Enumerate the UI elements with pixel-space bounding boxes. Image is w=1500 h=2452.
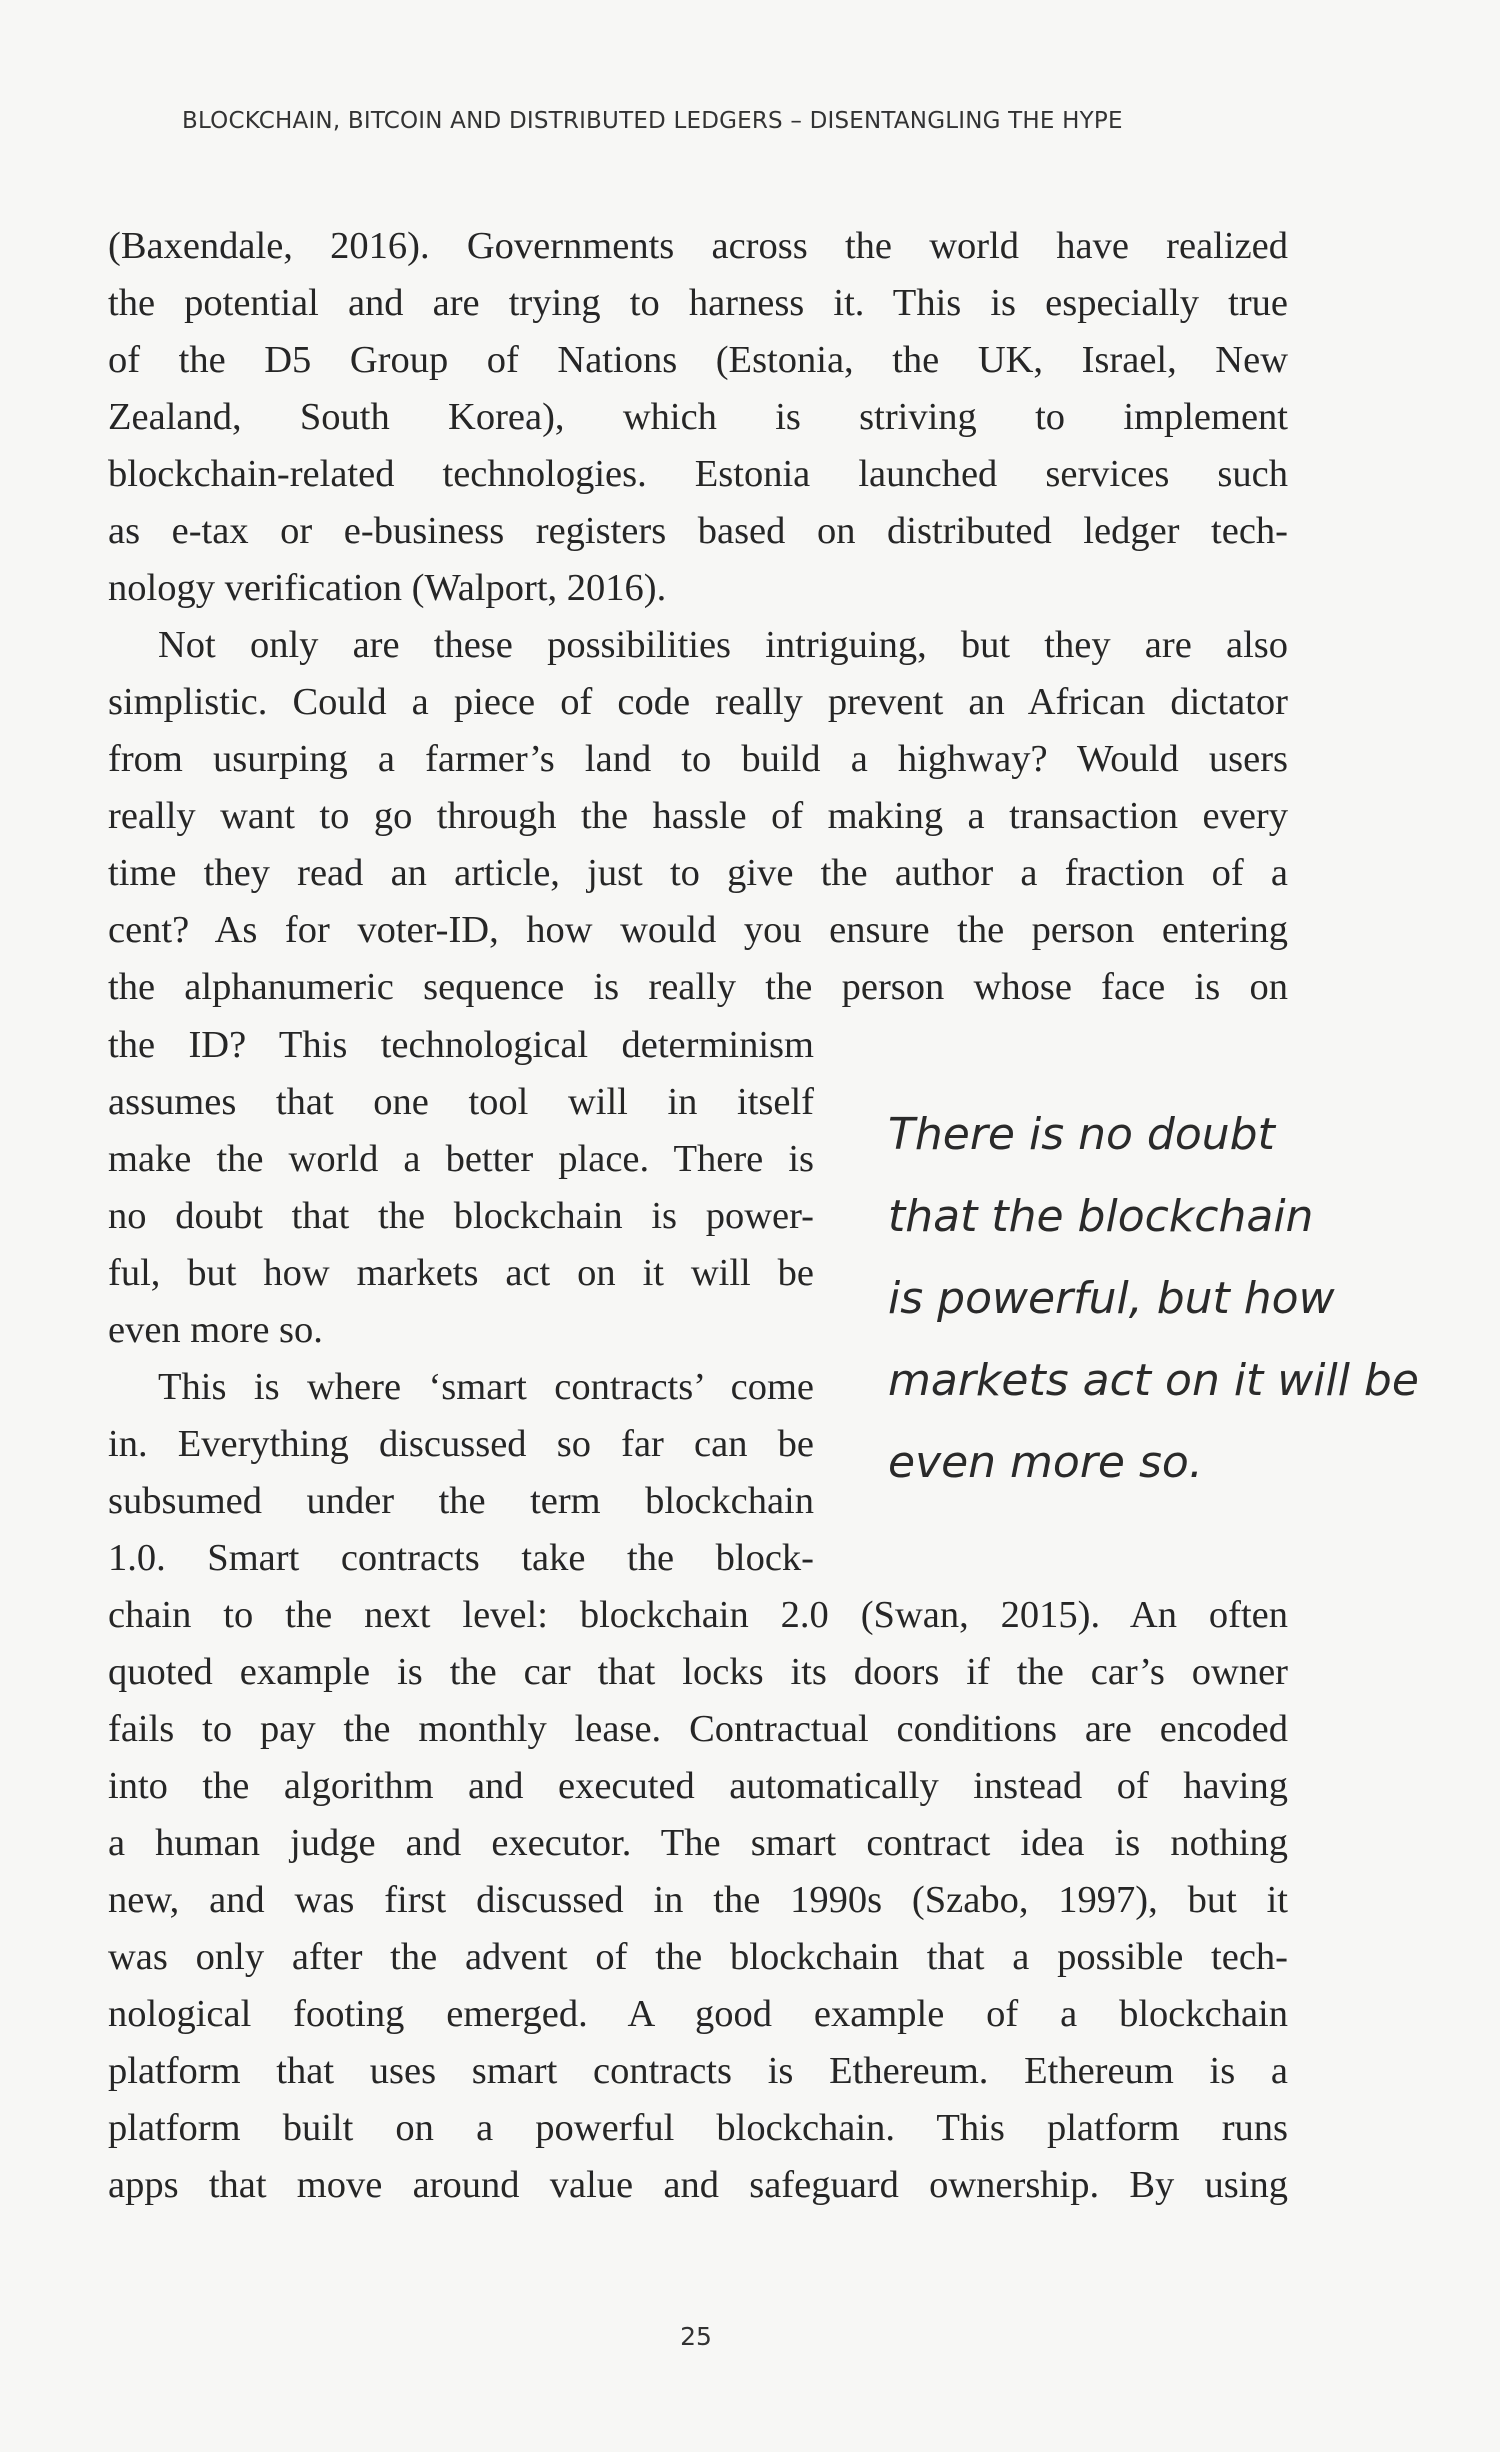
text-line: platform that uses smart contracts is Ethereum. Ethereum is a (108, 2050, 1288, 2092)
text-line: as e-tax or e-business registers based on distributed ledger tech- (108, 510, 1288, 552)
text-line: platform built on a powerful blockchain. This platform runs (108, 2107, 1288, 2149)
text-line: the potential and are trying to harness it. This is especially true (108, 282, 1288, 324)
text-line: the alphanumeric sequence is really the person whose face is on (108, 966, 1288, 1008)
text-line: subsumed under the term blockchain (108, 1480, 814, 1522)
text-line: cent? As for voter-ID, how would you ensure the person entering (108, 909, 1288, 951)
text-line: Zealand, South Korea), which is striving to implement (108, 396, 1288, 438)
text-line: chain to the next level: blockchain 2.0 (Swan, 2015). An often (108, 1594, 1288, 1636)
text-line: apps that move around value and safeguard ownership. By using (108, 2164, 1288, 2206)
text-line: even more so. (108, 1309, 323, 1351)
running-header: BLOCKCHAIN, BITCOIN AND DISTRIBUTED LEDGERS – DISENTANGLING THE HYPE (182, 108, 1123, 134)
text-line: simplistic. Could a piece of code really prevent an African dictator (108, 681, 1288, 723)
text-line: the ID? This technological determinism (108, 1024, 814, 1066)
text-line: in. Everything discussed so far can be (108, 1423, 814, 1465)
text-line: ful, but how markets act on it will be (108, 1252, 814, 1294)
text-line: nology verification (Walport, 2016). (108, 567, 667, 609)
paragraph-2-narrow-column (108, 1017, 814, 1587)
text-line: time they read an article, just to give the author a fraction of a (108, 852, 1288, 894)
text-line: from usurping a farmer’s land to build a highway? Would users (108, 738, 1288, 780)
text-line: new, and was first discussed in the 1990s (Szabo, 1997), but it (108, 1879, 1288, 1921)
text-line: of the D5 Group of Nations (Estonia, the UK, Israel, New (108, 339, 1288, 381)
text-line: no doubt that the blockchain is power- (108, 1195, 814, 1237)
pull-quote-line: is powerful, but how (888, 1273, 1335, 1324)
text-line: a human judge and executor. The smart contract idea is nothing (108, 1822, 1288, 1864)
paragraph-1 (108, 218, 1288, 617)
page-number: 25 (680, 2322, 712, 2351)
text-line: 1.0. Smart contracts take the block- (108, 1537, 814, 1579)
text-line: nological footing emerged. A good example of a blockchain (108, 1993, 1288, 2035)
text-line: This is where ‘smart contracts’ come (158, 1366, 814, 1408)
paragraph-2 (108, 617, 1288, 1016)
text-line: Not only are these possibilities intriguing, but they are also (158, 624, 1288, 666)
pull-quote-line: even more so. (888, 1437, 1203, 1488)
text-line: quoted example is the car that locks its doors if the car’s owner (108, 1651, 1288, 1693)
text-line: was only after the advent of the blockchain that a possible tech- (108, 1936, 1288, 1978)
text-line: assumes that one tool will in itself (108, 1081, 814, 1123)
pull-quote (888, 1094, 1448, 1504)
pull-quote-line: There is no doubt (888, 1109, 1275, 1160)
text-line: fails to pay the monthly lease. Contractual conditions are encoded (108, 1708, 1288, 1750)
text-line: into the algorithm and executed automatically instead of having (108, 1765, 1288, 1807)
text-line: make the world a better place. There is (108, 1138, 814, 1180)
text-line: (Baxendale, 2016). Governments across the world have realized (108, 225, 1288, 267)
pull-quote-line: that the blockchain (888, 1191, 1314, 1242)
pull-quote-line: markets act on it will be (888, 1355, 1419, 1406)
paragraph-3 (108, 1587, 1288, 2214)
text-line: blockchain-related technologies. Estonia launched services such (108, 453, 1288, 495)
text-line: really want to go through the hassle of making a transaction every (108, 795, 1288, 837)
